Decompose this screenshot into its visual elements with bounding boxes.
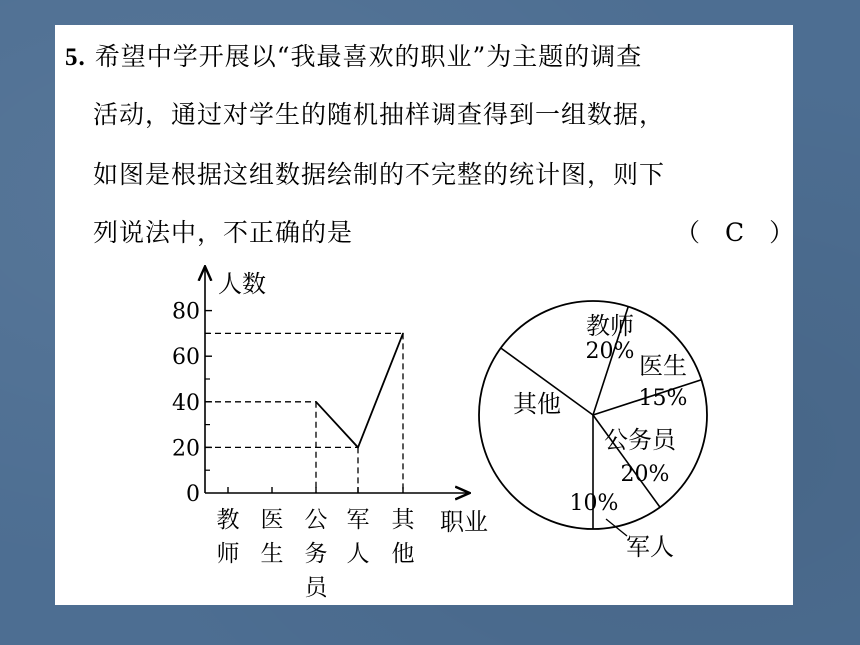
- answer-choice: （ C ）: [675, 218, 795, 247]
- x-tick-label: 生: [260, 541, 284, 567]
- x-tick-label: 他: [391, 541, 415, 567]
- y-tick-label: 20: [172, 436, 200, 462]
- data-point: [402, 333, 404, 335]
- question-number: 5.: [65, 44, 86, 71]
- pie-slice-value: 15%: [638, 386, 688, 411]
- x-tick-label: 医: [260, 507, 284, 533]
- x-tick-label: 教: [216, 507, 240, 533]
- y-axis-label: 人数: [218, 270, 266, 298]
- x-tick-label: 务: [304, 541, 328, 567]
- question-line-2: 活动，通过对学生的随机抽样调查得到一组数据，: [93, 100, 666, 129]
- pie-slice-value: 20%: [620, 462, 670, 487]
- pie-chart: [479, 301, 707, 561]
- x-tick-label: 军: [346, 507, 370, 533]
- question-line-3: 如图是根据这组数据绘制的不完整的统计图，则下: [93, 160, 666, 189]
- y-tick-label: 0: [186, 482, 200, 507]
- pie-slice-label: 军人: [626, 533, 674, 561]
- line-chart: [172, 268, 488, 601]
- question-line-1: 5. 希望中学开展以“我最喜欢的职业”为主题的调查: [65, 42, 643, 71]
- question-line-4: 列说法中，不正确的是: [93, 218, 354, 247]
- x-tick-label: 公: [304, 507, 328, 533]
- series-line: [316, 333, 403, 447]
- pie-slice-label: 教师: [586, 312, 634, 340]
- x-tick-label: 人: [346, 541, 370, 567]
- x-tick-label: 员: [304, 575, 328, 601]
- data-point: [357, 447, 359, 449]
- pie-slice-label: 医生: [639, 352, 687, 380]
- y-tick-label: 60: [172, 345, 200, 371]
- pie-slice-label: 公务员: [604, 426, 676, 454]
- x-tick-label: 其: [391, 507, 415, 533]
- pie-slice-label: 其他: [513, 390, 561, 418]
- pie-slice-value: 20%: [585, 339, 635, 364]
- y-tick-label: 80: [172, 299, 200, 325]
- x-axis-label: 职业: [440, 508, 488, 536]
- y-tick-label: 40: [172, 390, 200, 416]
- data-point: [315, 401, 317, 403]
- pie-slice-value: 10%: [569, 491, 619, 516]
- x-tick-label: 师: [216, 541, 240, 567]
